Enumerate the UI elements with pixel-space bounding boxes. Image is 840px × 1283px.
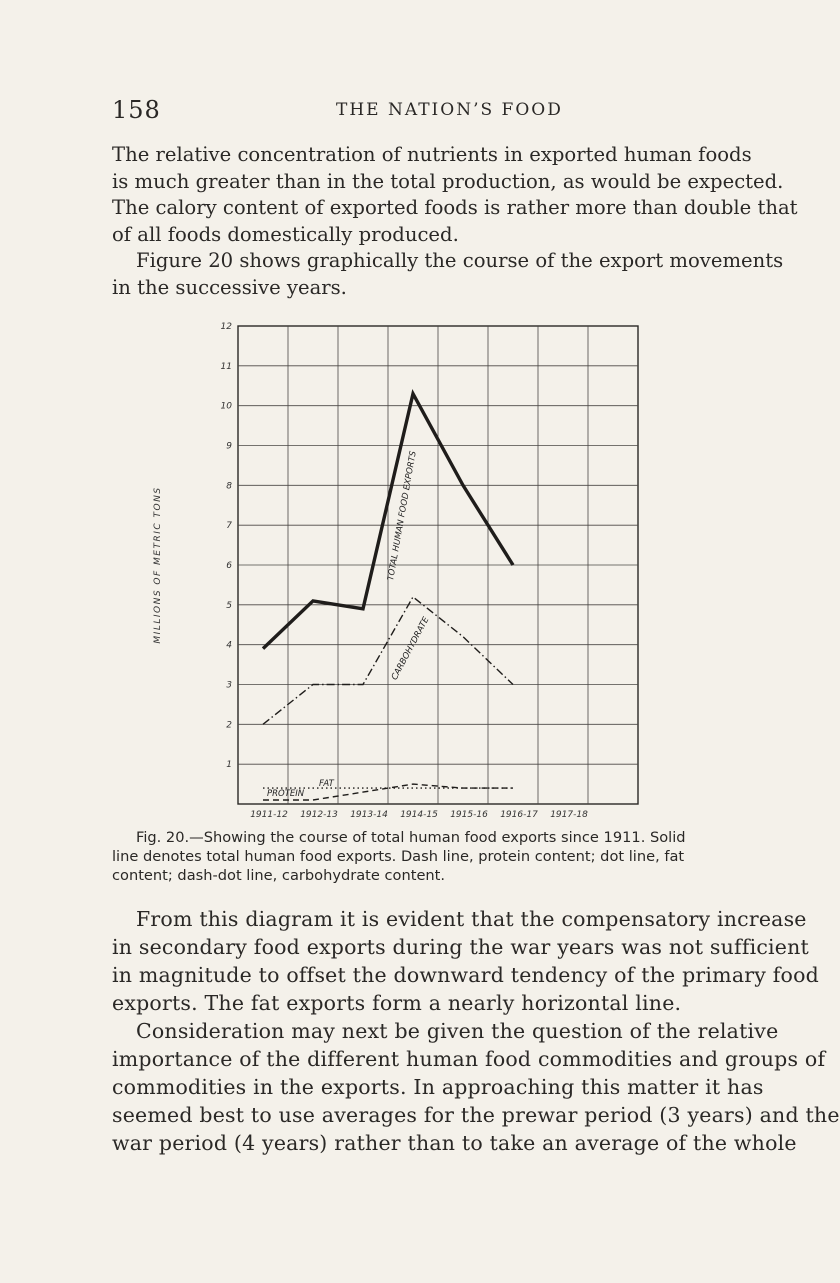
y-tick-label: 4 — [226, 640, 232, 651]
x-tick-label: 1913-14 — [350, 810, 388, 820]
figure-20 — [140, 312, 660, 820]
y-tick-label: 5 — [226, 600, 232, 611]
page-header — [112, 96, 712, 126]
paragraph-line: importance of the different human food commodities and groups of — [112, 1047, 826, 1071]
paragraph-line: in the successive years. — [112, 275, 347, 299]
protein-series-label: PROTEIN — [267, 789, 305, 800]
y-tick-label: 9 — [226, 441, 232, 452]
y-tick-label: 12 — [220, 322, 232, 332]
x-tick-label: 1917-18 — [550, 810, 588, 820]
x-tick-label: 1912-13 — [300, 810, 338, 820]
paragraph-line: The calory content of exported foods is rather more than double that — [112, 196, 798, 220]
paragraph-line: From this diagram it is evident that the compensatory increase — [136, 907, 807, 931]
y-tick-label: 2 — [226, 720, 232, 731]
paragraph-line: seemed best to use averages for the prewar period (3 years) and the — [112, 1103, 840, 1127]
paragraph-line: Consideration may next be given the question of the relative — [136, 1019, 779, 1043]
paragraph-line: exports. The fat exports form a nearly horizontal line. — [112, 991, 682, 1015]
export-line-chart — [140, 312, 660, 820]
total-series-label: TOTAL HUMAN FOOD EXPORTS — [386, 450, 419, 582]
x-axis-ticks — [250, 810, 588, 820]
y-tick-label: 11 — [220, 361, 232, 372]
x-tick-label: 1916-17 — [500, 810, 538, 820]
paragraph-line: in magnitude to offset the downward tendency of the primary food — [112, 963, 819, 987]
page-number: 158 — [112, 96, 161, 124]
intro-paragraph — [112, 142, 798, 302]
x-tick-label: 1911-12 — [250, 810, 288, 820]
running-head: THE NATION’S FOOD — [336, 100, 563, 120]
paragraph-line: of all foods domestically produced. — [112, 222, 459, 246]
x-tick-label: 1915-16 — [450, 810, 488, 820]
paragraph-line: The relative concentration of nutrients in exported human foods — [112, 143, 752, 166]
chart-grid — [238, 326, 638, 804]
y-axis-label: MILLIONS OF METRIC TONS — [153, 486, 163, 644]
paragraph-line: war period (4 years) rather than to take an average of the whole — [112, 1131, 797, 1155]
y-tick-label: 10 — [220, 401, 232, 412]
caption-line: content; dash-dot line, carbohydrate content. — [112, 867, 446, 884]
x-tick-label: 1914-15 — [400, 810, 438, 820]
caption-line: line denotes total human food exports. Dash line, protein content; dot line, fat — [112, 848, 685, 865]
paragraph-line: commodities in the exports. In approaching this matter it has — [112, 1075, 764, 1099]
y-axis-ticks — [221, 322, 233, 770]
carbohydrate-series-label: CARBOHYDRATE — [389, 615, 432, 682]
fat-series-label: FAT — [319, 779, 334, 790]
paragraph-line: Figure 20 shows graphically the course of the export movements — [136, 249, 784, 273]
y-tick-label: 6 — [226, 561, 232, 571]
discussion-paragraph — [112, 905, 840, 1157]
paragraph-line: is much greater than in the total production, as would be expected. — [112, 169, 784, 193]
y-tick-label: 1 — [226, 760, 232, 771]
caption-line: Fig. 20.—Showing the course of total human food exports since 1911. Solid — [136, 829, 686, 846]
y-tick-label: 7 — [226, 521, 232, 532]
y-tick-label: 8 — [226, 481, 232, 492]
y-tick-label: 3 — [226, 680, 232, 691]
paragraph-line: in secondary food exports during the war years was not sufficient — [112, 935, 809, 959]
figure-caption — [112, 828, 732, 885]
